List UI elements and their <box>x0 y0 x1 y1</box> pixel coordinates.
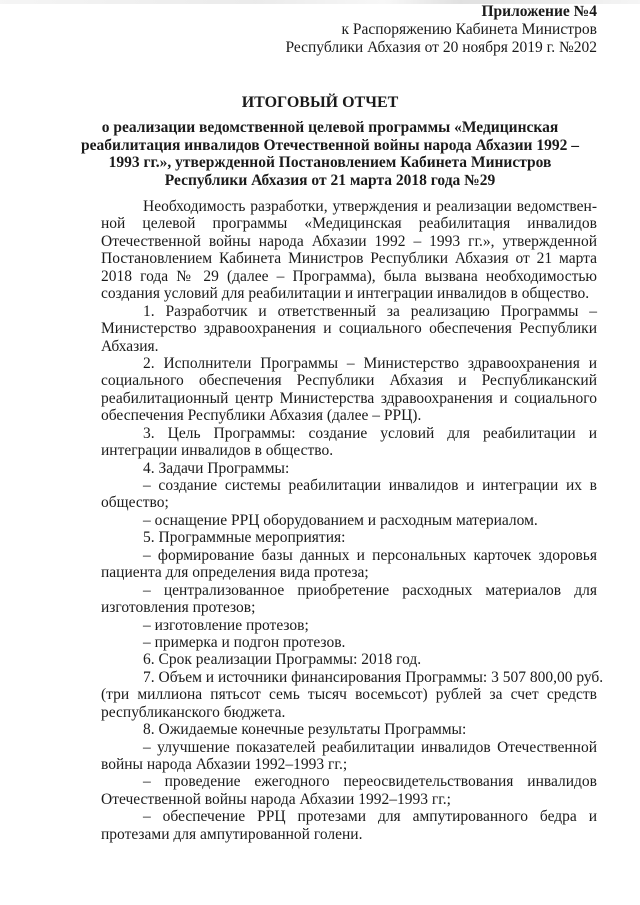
subtitle-line: Республики Абхазия от 21 марта 2018 года №29 <box>164 171 496 189</box>
paragraph <box>101 617 597 634</box>
paragraph-line: – изготовление протезов; <box>143 616 309 634</box>
paragraph-line: – формирование базы данных и персональных карточек здоровья <box>143 546 597 564</box>
paragraph-line: – обеспечение РРЦ протезами для ампутированного бедра и <box>143 808 597 826</box>
paragraph <box>101 582 597 617</box>
paragraph-line: 5. Программные мероприятия: <box>143 529 346 547</box>
document-subtitle <box>60 119 600 189</box>
paragraph <box>101 355 597 425</box>
paragraph <box>101 303 597 355</box>
appendix-line-1: к Распоряжению Кабинета Министров <box>341 21 597 38</box>
appendix-number: Приложение №4 <box>481 3 597 20</box>
paragraph-line: Отечественной войны народа Абхазии 1992 – 1993 гг.», утвержденной <box>101 232 597 250</box>
paragraph-line: Постановлением Кабинета Министров Республики Абхазия от 21 марта <box>101 250 597 268</box>
appendix-line-2: Республики Абхазия от 20 ноября 2019 г. №202 <box>285 39 597 56</box>
paragraph <box>101 651 597 668</box>
paragraph <box>101 668 604 721</box>
paragraph-line: пациента для определения вида протеза; <box>101 564 369 582</box>
paragraph-line: – централизованное приобретение расходных материалов для <box>143 581 597 599</box>
paragraph-line: – создание системы реабилитации инвалидов и интеграции их в <box>143 477 597 494</box>
paragraph-line: – оснащение РРЦ оборудованием и расходным материалом. <box>143 511 538 529</box>
paragraph-line: Отечественной войны народа Абхазии 1992–1993 гг.; <box>101 790 451 808</box>
paragraph-line: социального обеспечения Республики Абхазия и Республиканский <box>101 372 597 390</box>
paragraph-line: 2018 года № 29 (далее – Программа), была вызвана необходимостью <box>101 267 597 285</box>
subtitle-line: реабилитация инвалидов Отечественной войны народа Абхазии 1992 – <box>81 136 579 154</box>
paragraph-line: – примерка и подгон протезов. <box>143 633 346 651</box>
paragraph-line: 1. Разработчик и ответственный за реализацию Программы – <box>143 302 597 320</box>
paragraph <box>101 477 597 512</box>
paragraph-line: (три миллиона пятьсот семь тысяч восемьсот) рублей за счет средств <box>101 686 597 704</box>
paragraph-line: изготовления протезов; <box>101 599 256 617</box>
paragraph <box>101 547 597 582</box>
subtitle-line: о реализации ведомственной целевой программы «Медицинская <box>101 119 559 136</box>
paragraph-line: 4. Задачи Программы: <box>143 459 290 477</box>
document-body <box>101 198 604 843</box>
paragraph-line: 7. Объем и источники финансирования Программы: 3 507 800,00 руб. <box>143 668 604 686</box>
paragraph-line: Абхазия. <box>101 337 159 355</box>
paragraph-line: общество; <box>101 494 169 512</box>
paragraph <box>101 460 597 477</box>
paragraph-line: войны народа Абхазии 1992–1993 гг.; <box>101 756 348 773</box>
paragraph-line: создания условий для реабилитации и интеграции инвалидов в общество. <box>101 285 590 303</box>
paragraph-line: протезами для ампутированной голени. <box>101 825 363 843</box>
paragraph-line: Министерство здравоохранения и социального обеспечения Республики <box>101 320 597 338</box>
appendix-header <box>285 3 597 57</box>
paragraph <box>101 634 597 651</box>
paragraph-line: 8. Ожидаемые конечные результаты Программы: <box>143 721 467 739</box>
paragraph-line: ной целевой программы «Медицинская реабилитация инвалидов <box>101 215 597 233</box>
paragraph-line: обеспечения Республики Абхазия (далее – РРЦ). <box>101 407 422 425</box>
paragraph-line: Необходимость разработки, утверждения и реализации ведомствен- <box>143 198 597 215</box>
paragraph <box>101 425 597 460</box>
paragraph-line: 3. Цель Программы: создание условий для реабилитации и <box>143 424 597 442</box>
paragraph-line: реабилитационный центр Министерства здравоохранения и социального <box>101 389 597 407</box>
paragraph-line: – проведение ежегодного переосвидетельствования инвалидов <box>143 773 597 791</box>
paragraph <box>101 529 597 546</box>
paragraph-line: интеграции инвалидов в общество. <box>101 442 334 460</box>
paragraph-line: 2. Исполнители Программы – Министерство здравоохранения и <box>143 354 597 372</box>
paragraph-line: 6. Срок реализации Программы: 2018 год. <box>143 651 422 669</box>
document-title: ИТОГОВЫЙ ОТЧЕТ <box>241 94 399 111</box>
paragraph <box>101 512 597 529</box>
paragraph <box>101 808 597 843</box>
paragraph <box>101 773 597 808</box>
paragraph-line: республиканского бюджета. <box>101 703 286 721</box>
paragraph <box>101 739 597 774</box>
paragraph <box>101 721 597 738</box>
paragraph <box>101 198 597 303</box>
subtitle-line: 1993 гг.», утвержденной Постановлением Кабинета Министров <box>108 154 552 172</box>
paragraph-line: – улучшение показателей реабилитации инвалидов Отечественной <box>143 738 597 756</box>
